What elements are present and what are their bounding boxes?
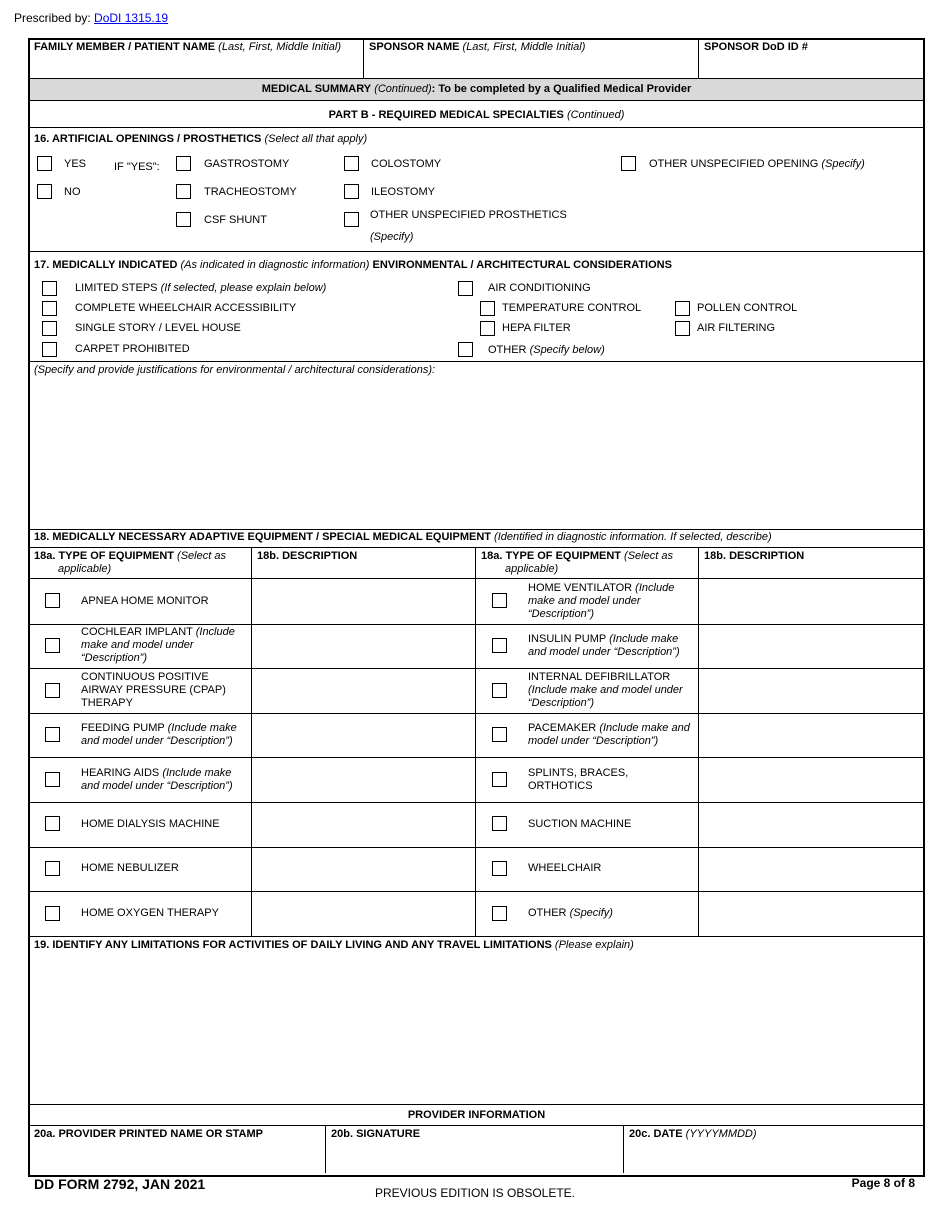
tracheostomy-checkbox[interactable] (176, 184, 191, 199)
s17-title: 17. MEDICALLY INDICATED (As indicated in diagnostic information) ENVIRONMENTAL / ARCHITECTURAL CONSIDERATIONS (34, 259, 672, 271)
equipment-left-2-description[interactable] (254, 670, 472, 710)
equipment-left-3-checkbox[interactable] (45, 727, 60, 742)
temperature-control-label: TEMPERATURE CONTROL (502, 302, 642, 314)
carpet-prohibited-checkbox[interactable] (42, 342, 57, 357)
hepa-filter-label: HEPA FILTER (502, 322, 571, 334)
medical-summary-title: MEDICAL SUMMARY (Continued): To be completed by a Qualified Medical Provider (261, 83, 692, 95)
equipment-left-4-checkbox[interactable] (45, 772, 60, 787)
limitations-field[interactable] (32, 956, 920, 1102)
s18-title: 18. MEDICALLY NECESSARY ADAPTIVE EQUIPMENT / SPECIAL MEDICAL EQUIPMENT (Identified in diagnostic information. If selected, describe) (34, 531, 772, 543)
equipment-right-5-description[interactable] (701, 804, 919, 844)
equipment-right-7-description[interactable] (701, 893, 919, 933)
equipment-row-divider (30, 847, 923, 848)
equipment-left-1-label: COCHLEAR IMPLANT (Include make and model under “Description”) (81, 626, 235, 665)
equipment-right-7-checkbox[interactable] (492, 906, 507, 921)
s18-right-type-header-2: applicable) (505, 563, 559, 575)
obsolete-notice: PREVIOUS EDITION IS OBSOLETE. (374, 1186, 576, 1200)
single-story-checkbox[interactable] (42, 321, 57, 336)
s16-no-checkbox[interactable] (37, 184, 52, 199)
other-prosthetics-checkbox[interactable] (344, 212, 359, 227)
other-env-label: OTHER (Specify below) (488, 344, 605, 356)
equipment-right-2-checkbox[interactable] (492, 683, 507, 698)
s16-title: 16. ARTIFICIAL OPENINGS / PROSTHETICS (Select all that apply) (34, 133, 368, 145)
equipment-right-4-label: SPLINTS, BRACES, ORTHOTICS (528, 766, 629, 792)
equipment-right-3-checkbox[interactable] (492, 727, 507, 742)
equipment-row-divider (30, 668, 923, 669)
family-member-label: FAMILY MEMBER / PATIENT NAME (Last, First, Middle Initial) (34, 41, 342, 53)
equipment-right-6-checkbox[interactable] (492, 861, 507, 876)
csf-shunt-checkbox[interactable] (176, 212, 191, 227)
equipment-left-7-description[interactable] (254, 893, 472, 933)
sponsor-name-label: SPONSOR NAME (Last, First, Middle Initial) (369, 41, 586, 53)
equipment-left-0-checkbox[interactable] (45, 593, 60, 608)
s16-yes-checkbox[interactable] (37, 156, 52, 171)
s16-if-yes-label: IF "YES": (114, 161, 160, 173)
part-b-title: PART B - REQUIRED MEDICAL SPECIALTIES (Continued) (328, 109, 625, 121)
equipment-row-divider (30, 802, 923, 803)
dodi-link[interactable]: DoDI 1315.19 (94, 11, 169, 25)
equipment-left-7-checkbox[interactable] (45, 906, 60, 921)
equipment-right-6-description[interactable] (701, 849, 919, 889)
ileostomy-checkbox[interactable] (344, 184, 359, 199)
sponsor-name-field[interactable] (370, 56, 692, 76)
equipment-right-5-label: SUCTION MACHINE (528, 817, 632, 830)
equipment-left-0-description[interactable] (254, 581, 472, 621)
provider-info-title: PROVIDER INFORMATION (407, 1109, 546, 1121)
s18-left-desc-header: 18b. DESCRIPTION (257, 550, 358, 562)
s16-no-label: NO (64, 186, 81, 198)
sponsor-dodid-field[interactable] (705, 56, 915, 76)
csf-shunt-label: CSF SHUNT (204, 214, 267, 226)
form-id: DD FORM 2792, JAN 2021 (34, 1176, 206, 1192)
other-prosthetics-specify: (Specify) (370, 231, 414, 243)
family-member-field[interactable] (36, 56, 358, 76)
equipment-row-divider (30, 891, 923, 892)
colostomy-label: COLOSTOMY (371, 158, 442, 170)
provider-date-field[interactable] (629, 1143, 917, 1169)
equipment-right-4-description[interactable] (701, 759, 919, 799)
gastrostomy-label: GASTROSTOMY (204, 158, 290, 170)
equipment-right-7-label: OTHER (Specify) (528, 906, 613, 919)
equipment-right-0-checkbox[interactable] (492, 593, 507, 608)
equipment-left-4-label: HEARING AIDS (Include make and model under “Description”) (81, 766, 233, 792)
equipment-right-6-label: WHEELCHAIR (528, 862, 602, 875)
equipment-right-5-checkbox[interactable] (492, 816, 507, 831)
s18-right-type-header: 18a. TYPE OF EQUIPMENT (Select as (481, 550, 673, 562)
page-number: Page 8 of 8 (851, 1176, 915, 1190)
equipment-right-3-label: PACEMAKER (Include make and model under “Description”) (528, 722, 690, 748)
equipment-right-1-description[interactable] (701, 626, 919, 666)
wheelchair-access-label: COMPLETE WHEELCHAIR ACCESSIBILITY (75, 302, 297, 314)
equipment-left-5-checkbox[interactable] (45, 816, 60, 831)
colostomy-checkbox[interactable] (344, 156, 359, 171)
equipment-left-2-label: CONTINUOUS POSITIVE AIRWAY PRESSURE (CPAP) THERAPY (81, 670, 226, 709)
s16-yes-label: YES (64, 158, 87, 170)
prescribed-by: Prescribed by: DoDI 1315.19 (14, 11, 169, 25)
air-filtering-checkbox[interactable] (675, 321, 690, 336)
limited-steps-checkbox[interactable] (42, 281, 57, 296)
equipment-left-6-label: HOME NEBULIZER (81, 862, 179, 875)
single-story-label: SINGLE STORY / LEVEL HOUSE (75, 322, 241, 334)
equipment-right-2-label: INTERNAL DEFIBRILLATOR (Include make and model under “Description”) (528, 670, 683, 709)
justification-field[interactable] (32, 380, 920, 526)
tracheostomy-label: TRACHEOSTOMY (204, 186, 297, 198)
s18-left-type-header: 18a. TYPE OF EQUIPMENT (Select as (34, 550, 226, 562)
wheelchair-access-checkbox[interactable] (42, 301, 57, 316)
ileostomy-label: ILEOSTOMY (371, 186, 435, 198)
air-filtering-label: AIR FILTERING (697, 322, 776, 334)
equipment-left-6-description[interactable] (254, 849, 472, 889)
sponsor-dodid-label: SPONSOR DoD ID # (704, 41, 808, 53)
other-prosthetics-label: OTHER UNSPECIFIED PROSTHETICS (370, 209, 567, 221)
pollen-control-label: POLLEN CONTROL (697, 302, 798, 314)
provider-signature-label: 20b. SIGNATURE (331, 1128, 421, 1140)
equipment-left-3-description[interactable] (254, 715, 472, 755)
hepa-filter-checkbox[interactable] (480, 321, 495, 336)
equipment-left-1-checkbox[interactable] (45, 638, 60, 653)
gastrostomy-checkbox[interactable] (176, 156, 191, 171)
provider-name-label: 20a. PROVIDER PRINTED NAME OR STAMP (34, 1128, 263, 1140)
equipment-left-0-label: APNEA HOME MONITOR (81, 594, 209, 607)
equipment-row-divider (30, 713, 923, 714)
equipment-left-1-description[interactable] (254, 626, 472, 666)
provider-signature-field[interactable] (331, 1143, 617, 1169)
air-conditioning-label: AIR CONDITIONING (488, 282, 591, 294)
justification-label: (Specify and provide justifications for environmental / architectural considerations): (34, 364, 436, 376)
s18-right-desc-header: 18b. DESCRIPTION (704, 550, 805, 562)
equipment-left-6-checkbox[interactable] (45, 861, 60, 876)
carpet-prohibited-label: CARPET PROHIBITED (75, 343, 190, 355)
equipment-row-divider (30, 757, 923, 758)
provider-date-label: 20c. DATE (YYYYMMDD) (629, 1128, 757, 1140)
pollen-control-checkbox[interactable] (675, 301, 690, 316)
equipment-right-4-checkbox[interactable] (492, 772, 507, 787)
equipment-left-5-label: HOME DIALYSIS MACHINE (81, 817, 220, 830)
equipment-right-0-label: HOME VENTILATOR (Include make and model under “Description”) (528, 581, 675, 620)
other-env-checkbox[interactable] (458, 342, 473, 357)
temperature-control-checkbox[interactable] (480, 301, 495, 316)
equipment-left-2-checkbox[interactable] (45, 683, 60, 698)
other-opening-label: OTHER UNSPECIFIED OPENING (Specify) (649, 158, 865, 170)
equipment-left-4-description[interactable] (254, 759, 472, 799)
equipment-left-3-label: FEEDING PUMP (Include make and model under “Description”) (81, 722, 237, 748)
equipment-right-2-description[interactable] (701, 670, 919, 710)
other-opening-checkbox[interactable] (621, 156, 636, 171)
equipment-left-5-description[interactable] (254, 804, 472, 844)
equipment-right-0-description[interactable] (701, 581, 919, 621)
s18-left-type-header-2: applicable) (58, 563, 112, 575)
equipment-left-7-label: HOME OXYGEN THERAPY (81, 906, 219, 919)
provider-name-field[interactable] (34, 1143, 320, 1169)
equipment-right-1-checkbox[interactable] (492, 638, 507, 653)
limited-steps-label: LIMITED STEPS (If selected, please explain below) (75, 282, 327, 294)
equipment-right-1-label: INSULIN PUMP (Include make and model under “Description”) (528, 632, 680, 658)
air-conditioning-checkbox[interactable] (458, 281, 473, 296)
equipment-row-divider (30, 624, 923, 625)
s19-title: 19. IDENTIFY ANY LIMITATIONS FOR ACTIVITIES OF DAILY LIVING AND ANY TRAVEL LIMITATIONS (Please explain) (34, 939, 634, 951)
equipment-right-3-description[interactable] (701, 715, 919, 755)
